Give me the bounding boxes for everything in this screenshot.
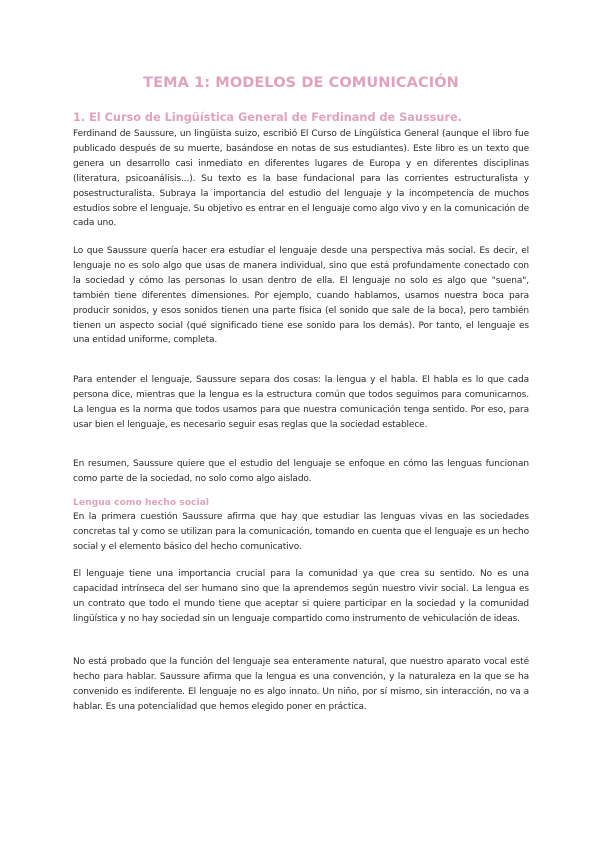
paragraph-social-perspective: Lo que Saussure quería hacer era estudiar el lenguaje desde una perspectiva más social. Es decir, el lenguaje no es solo algo que usas de manera individual, sino que está profundamente conectado con la sociedad y cómo las personas lo usan dentro de ella. El lenguaje no solo es algo que "suena", también tiene diferentes dimensiones. Por ejemplo, cuando hablamos, usamos nuestra boca para producir sonidos, y esos sonidos tienen una parte física (el sonido que sale de la boca), pero también tienen un aspecto social (qué significado tiene ese sonido para los demás). Por tanto, el lenguaje es una entidad uniforme, completa. xyxy=(73,246,529,346)
paragraph-lenguas-vivas: En la primera cuestión Saussure afirma que hay que estudiar las lenguas vivas en las sociedades concretas tal y como se utilizan para la comunicación, tomando en cuenta que el lenguaje es un hecho social y el elemento básico del hecho comunicativo. xyxy=(73,512,529,552)
paragraph-convencion: No está probado que la función del lenguaje sea enteramente natural, que nuestro aparato vocal esté hecho para hablar. Saussure afirma que la lengua es una convención, y la naturaleza en la que se ha convenido es indiferente. El lenguaje no es algo innato. Un niño, por sí mismo, sin interacción, no va a hablar. Es una potencialidad que hemos elegido poner en práctica. xyxy=(73,657,529,712)
paragraph-saussure-intro: Ferdinand de Saussure, un lingüista suizo, escribió El Curso de Lingüística General (aunque el libro fue publicado después de su muerte, basándose en notas de sus estudiantes). Este libro es un texto que genera un desarrollo casi inmediato en diferentes lugares de Europa y en diferentes disciplinas (literatura, psicoanálisis...). Su texto es la base fundacional para las corrientes estructuralista y posestructuralista. Subraya la importancia del estudio del lenguaje y la incompetencia de muchos estudios sobre el lenguaje. Su objetivo es entrar en el lenguaje como algo vivo y en la comunicación de cada uno. xyxy=(73,129,529,229)
paragraph-importancia: El lenguaje tiene una importancia crucial para la comunidad ya que crea su sentido. No es una capacidad intrínseca del ser humano sino que la aprendemos según nuestro vivir social. La lengua es un contrato que todo el mundo tiene que aceptar si quiere participar en la sociedad y la comunidad lingüística y no hay sociedad sin un lenguaje compartido como instrumento de vehiculación de ideas. xyxy=(73,569,529,624)
paragraph-lengua-habla: Para entender el lenguaje, Saussure separa dos cosas: la lengua y el habla. El habla es lo que cada persona dice, mientras que la lengua es la estructura común que todos seguimos para comunicarnos. La lengua es la norma que todos usamos para que nuestra comunicación tenga sentido. Por eso, para usar bien el lenguaje, es necesario seguir esas reglas que la sociedad establece. xyxy=(73,375,529,430)
section-heading: 1. El Curso de Lingüística General de Ferdinand de Saussure. xyxy=(73,111,462,124)
paragraph-summary: En resumen, Saussure quiere que el estudio del lenguaje se enfoque en cómo las lenguas funcionan como parte de la sociedad, no solo como algo aislado. xyxy=(73,459,529,484)
page-title: TEMA 1: MODELOS DE COMUNICACIÓN xyxy=(143,75,459,91)
subheading-lengua-hecho-social: Lengua como hecho social xyxy=(73,497,209,508)
